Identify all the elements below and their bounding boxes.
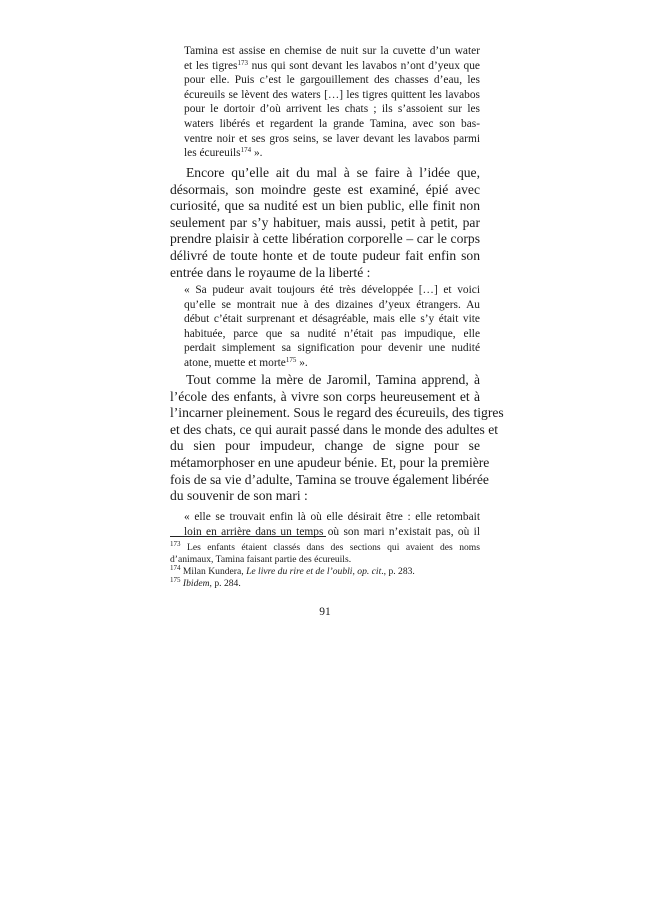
paragraph-line: entrée dans le royaume de la liberté :	[170, 264, 371, 280]
body-paragraph-1	[170, 165, 480, 281]
quote-line: atone, muette et morte$^{175}$ ».	[184, 355, 308, 369]
block-quote-3	[184, 510, 480, 539]
paragraph-line: fois de sa vie d’adulte, Tamina se trouve également libérée	[170, 471, 489, 487]
page-number: 91	[319, 606, 331, 618]
paragraph-line: prendre plaisir à cette libération corporelle – car le corps	[170, 231, 480, 247]
footnote-number: 175	[170, 576, 181, 584]
paragraph-line: Encore qu’elle ait du mal à se faire à l’idée que,	[186, 165, 480, 180]
quote-line: habituée, parce que sa nudité n’était pas impudique, elle	[184, 327, 480, 340]
paragraph-line: et des chats, ce qui aurait passé dans le monde des adultes et	[170, 421, 499, 437]
paragraph-line: Tout comme la mère de Jaromil, Tamina apprend, à	[186, 372, 480, 387]
footnote-separator	[170, 536, 326, 537]
quote-line: pour le dortoir d’où arrivent les chats ; ils s’assoient sur les	[184, 103, 480, 116]
footnote-173: $^{173}$ Les enfants étaient classés dans des sections qui avaient des noms d’animaux, Tamina faisant partie des écureuils.	[170, 540, 480, 566]
footnote-ref-173: 173	[237, 58, 248, 67]
paragraph-line: curiosité, que sa nudité est un bien public, elle finit non	[170, 198, 480, 214]
quote-line: qu’elle se montrait nue à des dizaines d’yeux étrangers. Au	[184, 298, 480, 311]
book-title: Le livre du rire et de l’oubli	[246, 566, 353, 577]
quote-line: waters libérés et regardent la grande Tamina, avec son bas-	[184, 117, 480, 130]
body-paragraph-2	[170, 372, 504, 505]
paragraph-line: seulement par s’y habituer, mais aussi, petit à petit, par	[170, 214, 480, 230]
quote-line: « elle se trouvait enfin là où elle désirait être : elle retombait	[184, 511, 480, 523]
paragraph-line: du souvenir de son mari :	[170, 488, 308, 504]
quote-line: Tamina est assise en chemise de nuit sur la cuvette d’un water	[184, 45, 480, 57]
paragraph-line: métamorphoser en une apudeur bénie. Et, pour la première	[170, 454, 490, 470]
quote-line: perdait simplement sa signification pour devenir une nudité	[184, 342, 480, 355]
quote-line: début c’était surprenant et désagréable, mais elle s’y était vite	[184, 313, 480, 326]
paragraph-line: du sien pour impudeur, change de signe pour se	[170, 438, 480, 454]
quote-line: écureuils se lèvent des waters […] les tigres quittent les lavabos	[184, 88, 480, 101]
footnote-ref-175: 175	[285, 355, 297, 364]
block-quote-1	[184, 44, 480, 161]
quote-line: loin en arrière dans un temps où son mari n’existait pas, où il	[184, 525, 480, 538]
quote-line: pour elle. Puis c’est le gargouillement des chasses d’eau, les	[184, 74, 480, 87]
quote-line: ventre noir et ses gros seins, se laver devant les lavabos parmi	[184, 132, 480, 145]
quote-line: les écureuils$^{174}$ ».	[184, 146, 263, 160]
footnote-number: 174	[170, 564, 181, 572]
footnote-ref-174: 174	[240, 146, 252, 155]
paragraph-line: l’école des enfants, à vivre son corps heureusement et à	[170, 388, 480, 404]
quote-line: « Sa pudeur avait toujours été très développée […] et voici	[184, 284, 480, 296]
paragraph-line: délivré de toute honte et de toute pudeur fait enfin son	[170, 247, 480, 263]
footnote-175: $^{175}$ Ibidem, p. 284.	[170, 576, 241, 589]
footnote-174: $^{174}$ Milan Kundera, Le livre du rire et de l’oubli, op. cit., p. 283.	[170, 564, 415, 577]
paragraph-line: désormais, son moindre geste est examiné, épié avec	[170, 181, 480, 197]
quote-line: et les tigres$^{173}$ nus qui sont devant les lavabos n’ont d’yeux que	[184, 58, 480, 72]
paragraph-line: l’incarner pleinement. Sous le regard des écureuils, des tigres	[170, 405, 504, 421]
block-quote-2	[184, 283, 480, 371]
footnote-number: 173	[170, 540, 181, 548]
